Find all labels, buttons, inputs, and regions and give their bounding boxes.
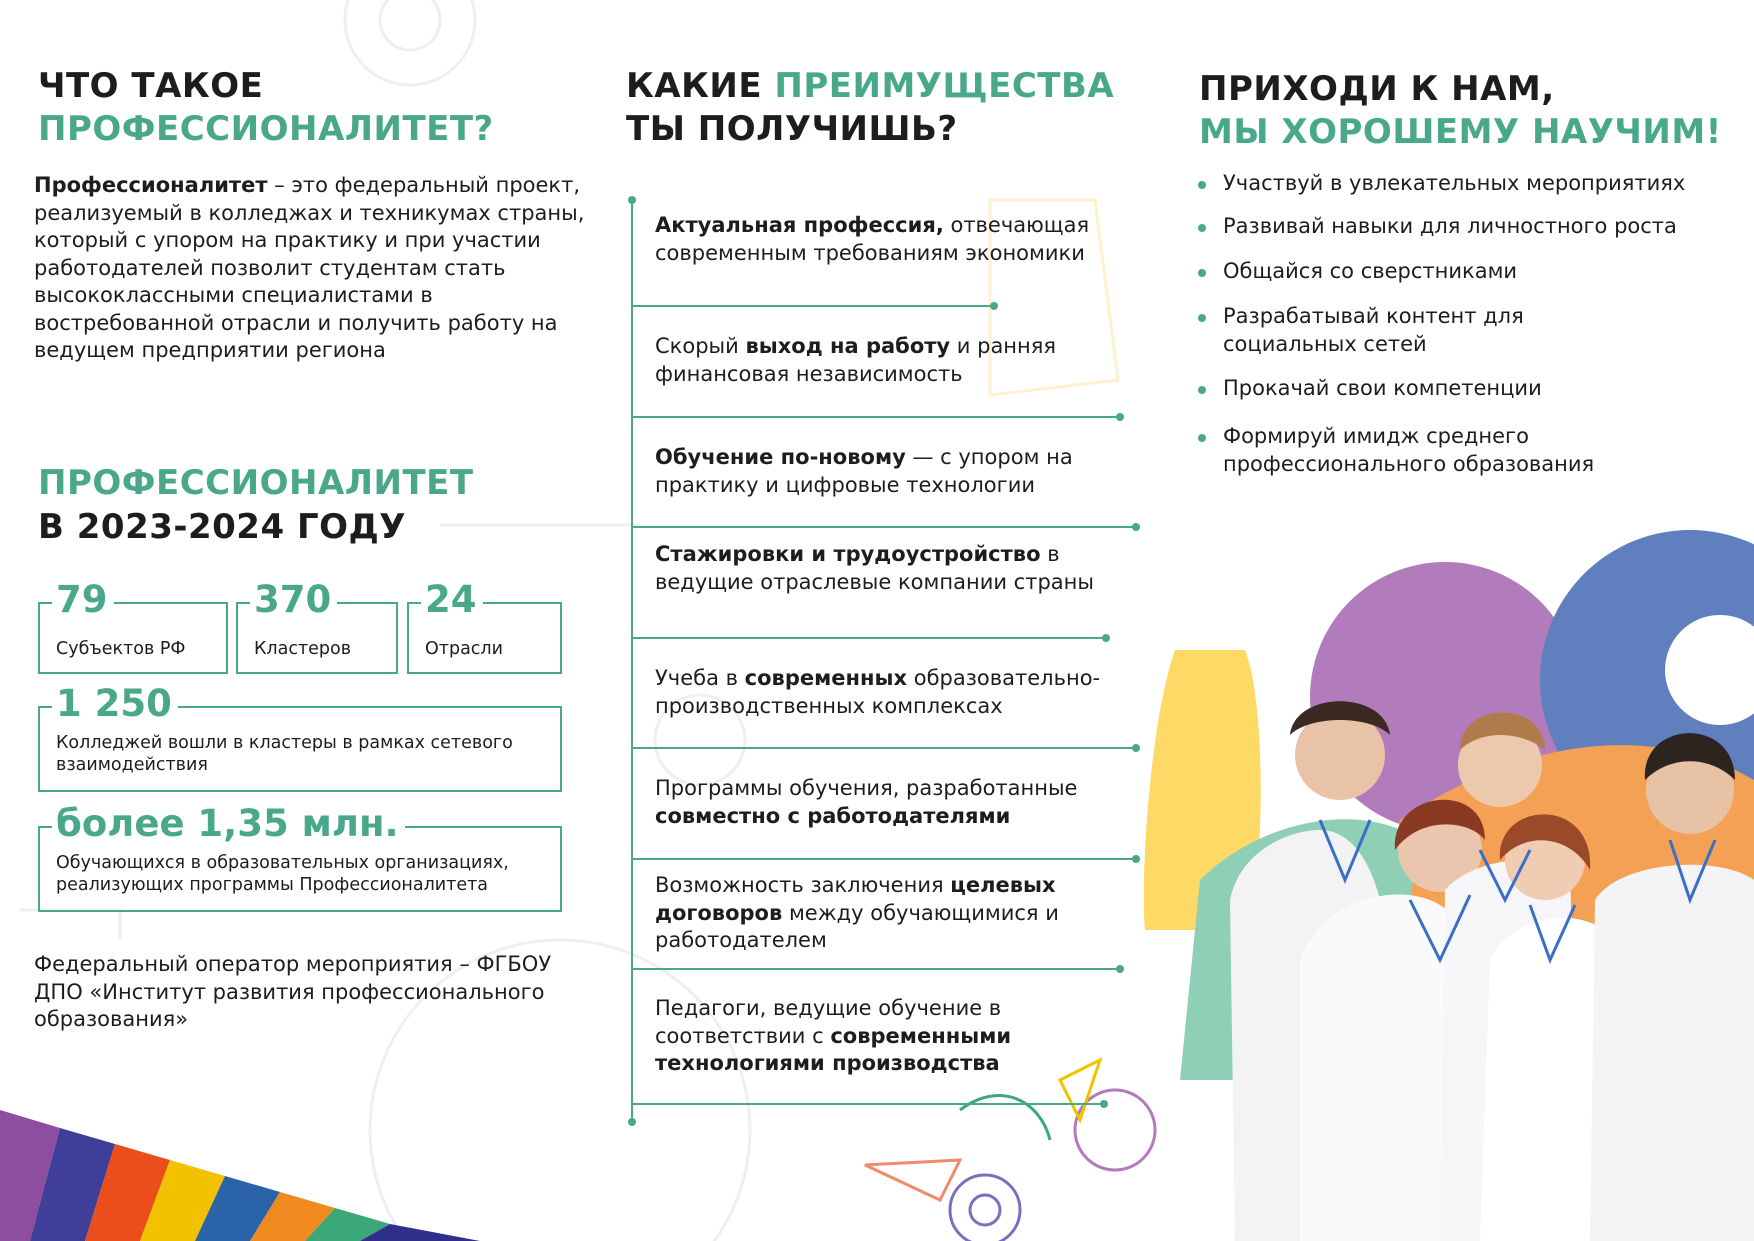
- stat-label: Субъектов РФ: [56, 639, 186, 659]
- intro-bold: Профессионалитет: [34, 173, 268, 197]
- list-item-text: Участвуй в увлекательных мероприятиях: [1223, 171, 1686, 195]
- intro-paragraph: [34, 172, 594, 365]
- stat-box-subjects: [38, 578, 228, 674]
- advantage-item: [655, 665, 1145, 720]
- divider-dot: [990, 302, 998, 310]
- advantage-text: Программы обучения, разработанные: [655, 776, 1078, 800]
- divider: [632, 858, 1134, 860]
- line-art-cluster: [865, 1060, 1155, 1241]
- advantage-text: и ранняя финансовая независимость: [655, 334, 1057, 386]
- list-item: [1194, 303, 1543, 358]
- bullet-icon: [1198, 181, 1206, 189]
- divider-dot: [1100, 1100, 1108, 1108]
- stat-label: Колледжей вошли в кластеры в рамках сетевого взаимодействия: [56, 733, 513, 775]
- advantage-text: в ведущие отраслевые компании страны: [655, 542, 1094, 594]
- advantage-bold: выход на работу: [745, 334, 951, 358]
- advantages-heading-line2: ТЫ ПОЛУЧИШЬ?: [626, 109, 958, 149]
- rainbow-stripes: [0, 1110, 480, 1241]
- advantage-text: отвечающая современным требованиям экономики: [655, 213, 1090, 265]
- stat-box-industries: [407, 578, 562, 674]
- divider: [632, 637, 1104, 639]
- advantages-heading-line1: [626, 65, 1146, 108]
- advantage-bold: Стажировки и трудоустройство: [655, 542, 1041, 566]
- list-item: [1194, 170, 1754, 198]
- divider-dot: [1132, 523, 1140, 531]
- timeline-dot: [628, 1118, 636, 1126]
- advantages-heading-b: ПРЕИМУЩЕСТВА: [774, 66, 1115, 106]
- advantage-item: [655, 541, 1135, 596]
- divider: [632, 747, 1134, 749]
- list-item-text: Прокачай свои компетенции: [1223, 376, 1542, 400]
- stats-heading-line2: В 2023-2024 ГОДУ: [38, 507, 407, 547]
- advantage-bold: совместно с работодателями: [655, 803, 1011, 828]
- list-item-text: Разрабатывай контент для социальных сетей: [1223, 304, 1524, 356]
- divider: [632, 1103, 1102, 1105]
- what-is-heading-line2: ПРОФЕССИОНАЛИТЕТ?: [38, 109, 494, 149]
- divider: [632, 305, 992, 307]
- stat-value: более 1,35 млн.: [52, 803, 405, 845]
- advantage-text: Педагоги, ведущие обучение в соответствии с: [655, 996, 1002, 1048]
- what-is-heading: [38, 65, 578, 151]
- advantage-bold: Обучение по-новому: [655, 445, 906, 469]
- list-item: [1194, 423, 1663, 478]
- advantage-item: [655, 872, 1135, 955]
- bullet-icon: [1198, 269, 1206, 277]
- list-item: [1194, 258, 1754, 286]
- list-item: [1194, 375, 1754, 403]
- bullet-icon: [1198, 434, 1206, 442]
- advantage-item: [655, 444, 1135, 499]
- stats-heading-line1: ПРОФЕССИОНАЛИТЕТ: [38, 463, 474, 503]
- divider-dot: [1132, 744, 1140, 752]
- stat-value: 370: [250, 579, 337, 621]
- divider: [632, 968, 1118, 970]
- advantage-bold: современных: [744, 666, 908, 690]
- bullet-icon: [1198, 224, 1206, 232]
- stat-label: Кластеров: [254, 639, 352, 659]
- advantages-heading: [626, 65, 1146, 151]
- stat-box-clusters: [236, 578, 398, 674]
- divider-dot: [1116, 413, 1124, 421]
- stat-value: 1 250: [52, 683, 178, 725]
- stat-label: Отрасли: [425, 639, 503, 659]
- list-item-text: Формируй имидж среднего профессионального образования: [1223, 424, 1595, 476]
- join-us-heading-line2: МЫ ХОРОШЕМУ НАУЧИМ!: [1199, 112, 1722, 152]
- bullet-icon: [1198, 386, 1206, 394]
- advantage-text: — с упором на практику и цифровые технологии: [655, 445, 1073, 497]
- divider: [632, 526, 1134, 528]
- advantage-bold: Актуальная профессия,: [655, 213, 944, 237]
- advantage-bold: современными технологиями производства: [655, 1023, 1012, 1075]
- timeline-line: [631, 200, 633, 1122]
- stat-box-students: [38, 802, 562, 912]
- stat-box-colleges: [38, 682, 562, 792]
- advantage-text: между обучающимися и работодателем: [655, 900, 1059, 952]
- advantage-text: образовательно-производственных комплексах: [655, 666, 1101, 718]
- timeline-dot: [628, 196, 636, 204]
- intro-text: – это федеральный проект, реализуемый в колледжах и техникумах страны, который с упором на практику и при участии работодателей позволит студентам стать высококлассными специалистами в востребованной отрасли и получить работу на ведущем предприятии региона: [34, 173, 585, 362]
- join-us-heading-line1: ПРИХОДИ К НАМ,: [1199, 69, 1555, 109]
- advantage-item: [655, 212, 1135, 267]
- list-item-text: Развивай навыки для личностного роста: [1223, 214, 1677, 238]
- advantage-bold: целевых договоров: [655, 873, 1056, 925]
- join-us-heading: [1199, 68, 1754, 154]
- stat-label: Обучающихся в образовательных организациях, реализующих программы Профессионалитета: [56, 853, 509, 895]
- list-item-text: Общайся со сверстниками: [1223, 259, 1518, 283]
- advantages-heading-a: КАКИЕ: [626, 66, 775, 106]
- advantage-text: Учеба в: [655, 666, 745, 690]
- stat-value: 24: [421, 579, 483, 621]
- advantage-item: [655, 995, 1135, 1078]
- photo-students: [1230, 701, 1754, 1241]
- list-item: [1194, 213, 1754, 241]
- what-is-heading-line1: ЧТО ТАКОЕ: [38, 66, 264, 106]
- divider-dot: [1116, 965, 1124, 973]
- divider-dot: [1102, 634, 1110, 642]
- divider: [632, 416, 1118, 418]
- stat-value: 79: [52, 579, 114, 621]
- advantage-item: [655, 775, 1135, 830]
- divider-dot: [1132, 855, 1140, 863]
- advantage-item: [655, 333, 1135, 388]
- advantage-text: Возможность заключения: [655, 873, 951, 897]
- bullet-icon: [1198, 314, 1206, 322]
- advantage-text: Скорый: [655, 334, 746, 358]
- operator-note: Федеральный оператор мероприятия – ФГБОУ ДПО «Институт развития профессионального образования»: [34, 952, 552, 1031]
